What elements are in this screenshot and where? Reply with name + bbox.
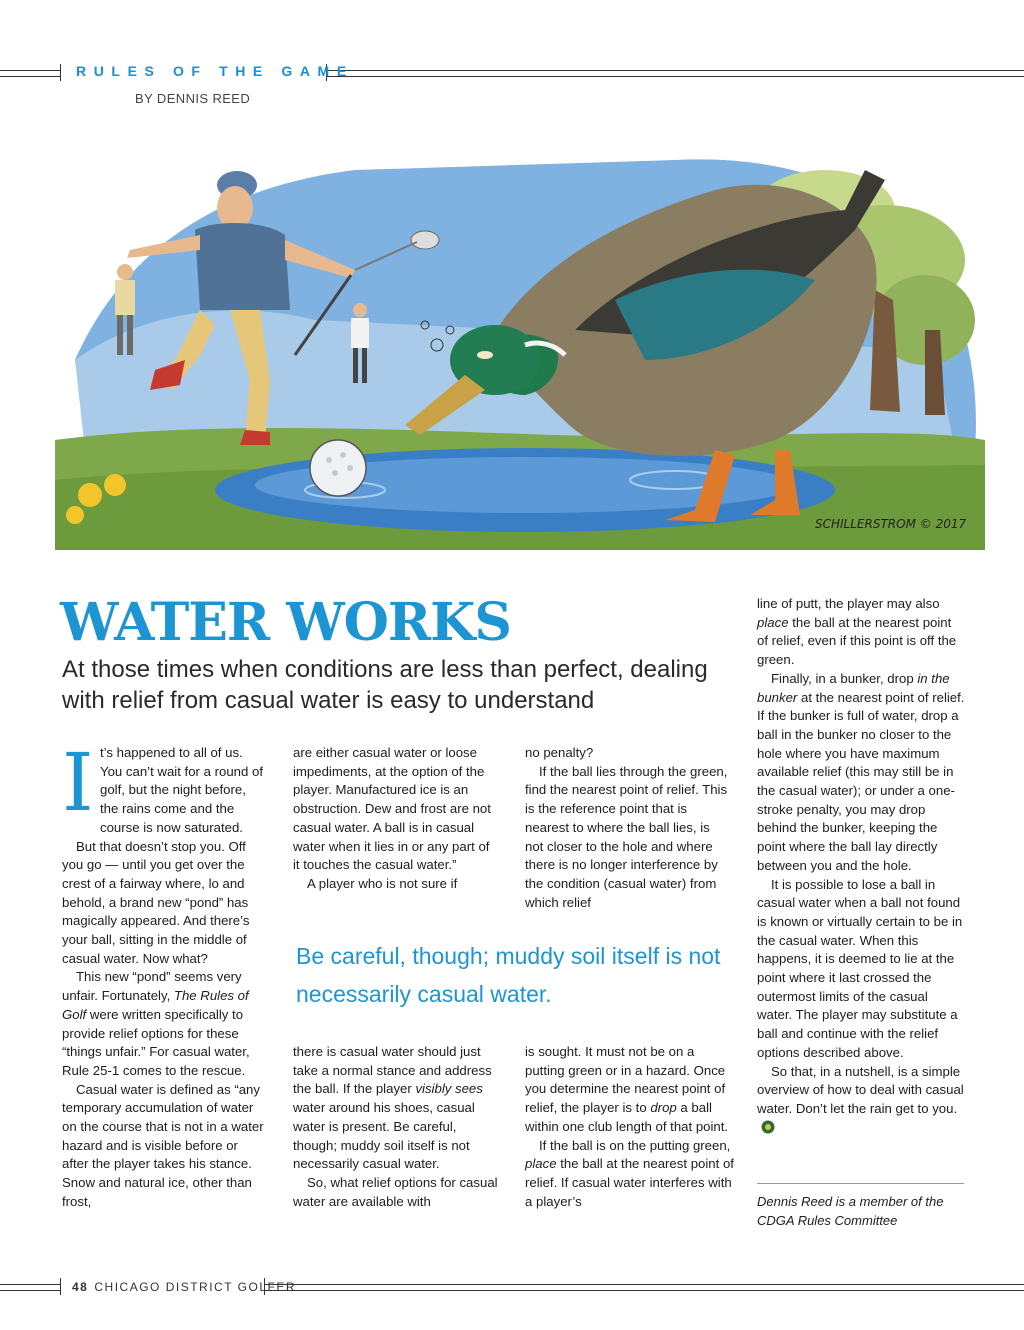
paragraph: It is possible to lose a ball in casual water when a ball not found is known or virtually certain to be in the casual water. When this happens, it is deemed to lie at the point where it last crossed the outermost limits of the casual water. The player may substitute a ball and continue with the relief options described above. (757, 876, 963, 1060)
footer-rule-right (265, 1284, 1024, 1291)
paragraph: So, what relief options for casual water are available with (293, 1174, 498, 1209)
illustrator-signature: SCHILLERSTROM © 2017 (815, 517, 967, 531)
author-bio: Dennis Reed is a member of the CDGA Rules Committee (757, 1194, 944, 1228)
paragraph: are either casual water or loose impediments, at the option of the player. Manufactured ice is an obstruction. Dew and frost are not casual water. A ball is in casual water when it lies in or any part of it touches the casual water.” (293, 745, 491, 873)
section-kicker: RULES OF THE GAME (76, 63, 354, 79)
paragraph: there is casual water should just take a normal stance and address the ball. If the player visibly sees water around his shoes, casual water is present. Be careful, though; muddy soil itself is not necessarily casual water. (293, 1044, 492, 1172)
header-rule-right (327, 70, 1024, 77)
cartoon-illustration (55, 150, 985, 570)
article-dek: At those times when conditions are less than perfect, dealing with relief from casual water is easy to understand (62, 656, 708, 714)
footer-rule-cap (60, 1278, 61, 1295)
paragraph: This new “pond” seems very unfair. Fortunately, The Rules of Golf were written specifically to provide relief options for these “things unfair.” For casual water, Rule 25-1 comes to the rescue. (62, 969, 250, 1078)
page-number: 48 (72, 1280, 89, 1294)
pond-icon (215, 448, 835, 532)
footer-rule-left (0, 1284, 60, 1291)
golf-ball-icon (310, 440, 366, 496)
paragraph: So that, in a nutshell, is a simple overview of how to deal with casual water. Don’t let the rain get to you. (757, 1063, 965, 1138)
paragraph: It’s happened to all of us. You can’t wait for a round of golf, but the night before, the rains come and the course is now saturated. (62, 736, 263, 835)
paragraph: But that doesn’t stop you. Off you go — until you get over the crest of a fairway where, lo and behold, a brand new “pond” has magically appeared. And there’s your ball, sitting in the middle of casual water. Now what? (62, 838, 250, 966)
article-column-3-bottom (525, 1043, 735, 1211)
drop-cap: I (62, 736, 94, 829)
pull-quote: Be careful, though; muddy soil itself is not necessarily casual water. (296, 943, 721, 1007)
bio-divider (757, 1183, 964, 1184)
paragraph: no penalty? (525, 745, 594, 760)
article-column-2-bottom (293, 1043, 498, 1211)
paragraph: is sought. It must not be on a putting green or in a hazard. Once you determine the nearest point of relief, the player is to drop a ball within one club length of that point. (525, 1044, 729, 1134)
article-column-1 (62, 736, 264, 1212)
paragraph: Casual water is defined as “any temporary accumulation of water on the course that is not in a water hazard and is visible before or after the player takes his stance. Snow and natural ice, other than frost, (62, 1081, 264, 1209)
paragraph: If the ball is on the putting green, place the ball at the nearest point of relief. If casual water interferes with a player’s (525, 1137, 734, 1209)
header-rule-left (0, 70, 60, 77)
byline: BY DENNIS REED (135, 91, 251, 106)
paragraph: Finally, in a bunker, drop in the bunker at the nearest point of relief. If the bunker is full of water, drop a ball in the bunker no closer to the hole where you have maximum available relief (this may still be in the casual water); or under a one-stroke penalty, you may drop behind the bunker, keeping the point where the ball lay directly between you and the hole. (757, 670, 965, 873)
article-column-4 (757, 595, 965, 1137)
paragraph: A player who is not sure if (307, 875, 458, 891)
paragraph: line of putt, the player may also place the ball at the nearest point of relief, even if this point is off the green. (757, 596, 957, 668)
paragraph: If the ball lies through the green, find the nearest point of relief. This is the reference point that is nearest to where the ball lies, is not closer to the hole and where there is no longer interference by the condition (casual water) from which relief (525, 763, 728, 910)
end-of-story-icon (761, 1120, 775, 1134)
article-column-2-top (293, 744, 498, 894)
page-folio (72, 1280, 296, 1294)
article-column-3-top (525, 744, 730, 912)
article-headline: WATER WORKS (60, 592, 511, 653)
header-rule-cap (60, 64, 61, 81)
publication-name: CHICAGO DISTRICT GOLFER (94, 1280, 296, 1294)
